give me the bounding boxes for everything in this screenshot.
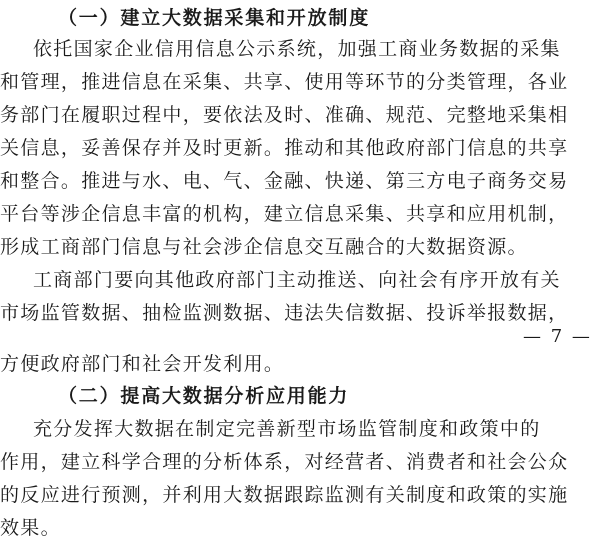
section-heading-1: （一）建立大数据采集和开放制度 bbox=[58, 7, 371, 29]
paragraph-line: 依托国家企业信用信息公示系统，加强工商业务数据的采集 bbox=[33, 38, 561, 60]
paragraph-line: 作用，建立科学合理的分析体系，对经营者、消费者和社会公众 bbox=[0, 451, 569, 473]
paragraph-line: 和管理，推进信息在采集、共享、使用等环节的分类管理，各业 bbox=[0, 71, 569, 93]
paragraph-line: 形成工商部门信息与社会涉企信息交互融合的大数据资源。 bbox=[0, 236, 528, 258]
paragraph-line: 平台等涉企信息丰富的机构，建立信息采集、共享和应用机制， bbox=[0, 203, 569, 225]
paragraph-line: 关信息，妥善保存并及时更新。推动和其他政府部门信息的共享 bbox=[0, 137, 569, 159]
paragraph-line: 工商部门要向其他政府部门主动推送、向社会有序开放有关 bbox=[33, 269, 561, 291]
paragraph-line: 的反应进行预测，并利用大数据跟踪监测有关制度和政策的实施 bbox=[0, 484, 569, 506]
paragraph-line: 充分发挥大数据在制定完善新型市场监管制度和政策中的 bbox=[33, 418, 541, 440]
page-number: — 7 — bbox=[523, 326, 592, 347]
paragraph-line: 市场监管数据、抽检监测数据、违法失信数据、投诉举报数据， bbox=[0, 302, 569, 324]
paragraph-line: 和整合。推进与水、电、气、金融、快递、第三方电子商务交易 bbox=[0, 170, 569, 192]
paragraph-line: 方便政府部门和社会开发利用。 bbox=[0, 353, 285, 375]
paragraph-line: 效果。 bbox=[0, 517, 61, 539]
paragraph-line: 务部门在履职过程中，要依法及时、准确、规范、完整地采集相 bbox=[0, 104, 569, 126]
section-heading-2: （二）提高大数据分析应用能力 bbox=[58, 385, 350, 407]
